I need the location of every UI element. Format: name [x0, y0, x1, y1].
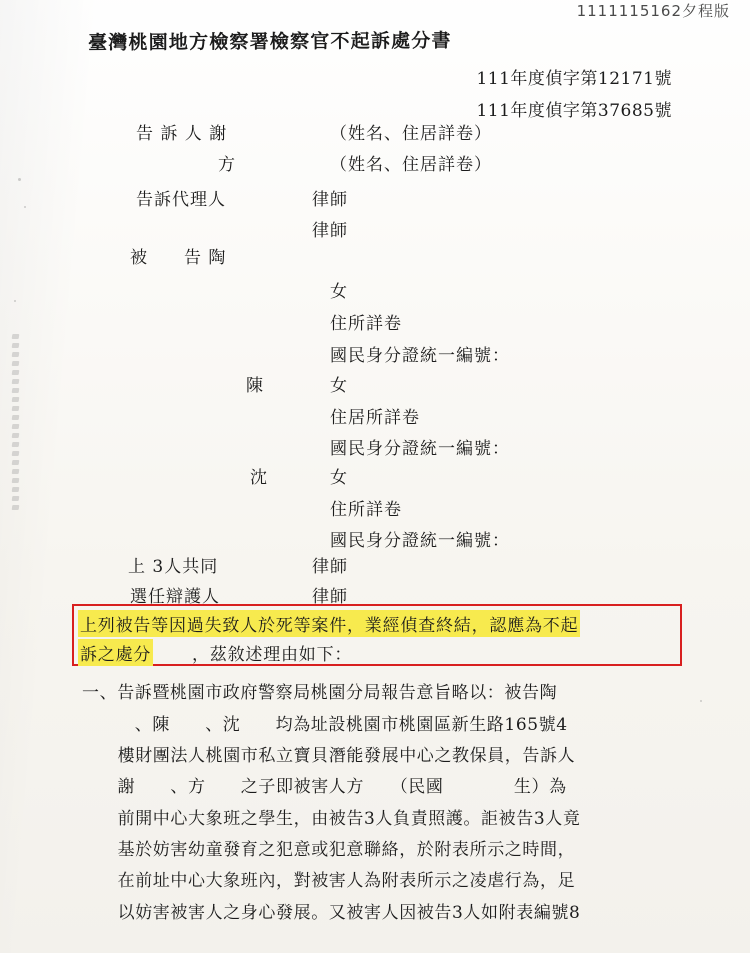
- party-value: 住所詳卷: [330, 314, 402, 334]
- party-value: 國民身分證統一編號：: [330, 439, 510, 459]
- scan-speckle: [700, 700, 702, 702]
- scan-edge-marks: [8, 330, 34, 560]
- conclusion-trailing-text: ，茲敘述理由如下：: [192, 645, 353, 665]
- document-title: 臺灣桃園地方檢察署檢察官不起訴處分書: [88, 29, 452, 54]
- body-line: 在前址中心大象班內，對被害人為附表所示之凌虐行為，足: [100, 871, 576, 891]
- body-line: 樓財團法人桃園市私立寶貝潛能發展中心之教保員，告訴人: [100, 746, 576, 766]
- body-line: 基於妨害幼童發育之犯意或犯意聯絡，於附表所示之時間，: [100, 840, 576, 860]
- party-label: 沈: [250, 468, 268, 488]
- body-line: 前開中心大象班之學生，由被告3人負責照護。詎被告3人竟: [100, 809, 581, 829]
- scan-speckle: [24, 206, 26, 208]
- party-value: 律師: [312, 557, 348, 577]
- party-value: 住居所詳卷: [330, 408, 420, 428]
- party-value: 律師: [312, 587, 348, 607]
- party-value: 住所詳卷: [330, 500, 402, 520]
- party-label: 方: [218, 155, 236, 175]
- party-label: 上 3人共同: [128, 557, 219, 577]
- party-label: 被 告 陶: [130, 248, 227, 268]
- party-value: （姓名、住居詳卷）: [330, 155, 492, 175]
- highlighted-text-line-2: 訴之處分: [78, 639, 153, 666]
- document-top-code: 1111115162夕程版: [576, 2, 730, 20]
- scan-speckle: [18, 178, 21, 181]
- party-value: 女: [330, 376, 348, 396]
- case-number-2: 111年度偵字第37685號: [476, 101, 672, 121]
- case-number-1: 111年度偵字第12171號: [476, 69, 672, 89]
- party-value: 國民身分證統一編號：: [330, 531, 510, 551]
- party-value: 女: [330, 282, 348, 302]
- highlighted-text-line-1: 上列被告等因過失致人於死等案件，業經偵查終結，認應為不起: [78, 610, 580, 637]
- party-value: 律師: [312, 190, 348, 210]
- party-value: 女: [330, 468, 348, 488]
- party-label: 告訴代理人: [136, 190, 226, 210]
- body-line: 謝 、方 之子即被害人方 （民國 生）為: [100, 777, 567, 797]
- party-label: 陳: [246, 376, 264, 396]
- body-line: 以妨害被害人之身心發展。又被害人因被告3人如附表編號8: [100, 903, 581, 923]
- party-value: 律師: [312, 221, 348, 241]
- party-label: 告 訴 人 謝: [136, 124, 228, 144]
- party-label: 選任辯護人: [130, 587, 220, 607]
- body-line: 、陳 、沈 均為址設桃園市桃園區新生路165號4: [82, 715, 568, 735]
- body-line: 一、告訴暨桃園市政府警察局桃園分局報告意旨略以：被告陶: [82, 683, 558, 703]
- scan-speckle: [14, 300, 16, 302]
- party-value: （姓名、住居詳卷）: [330, 124, 492, 144]
- party-value: 國民身分證統一編號：: [330, 346, 510, 366]
